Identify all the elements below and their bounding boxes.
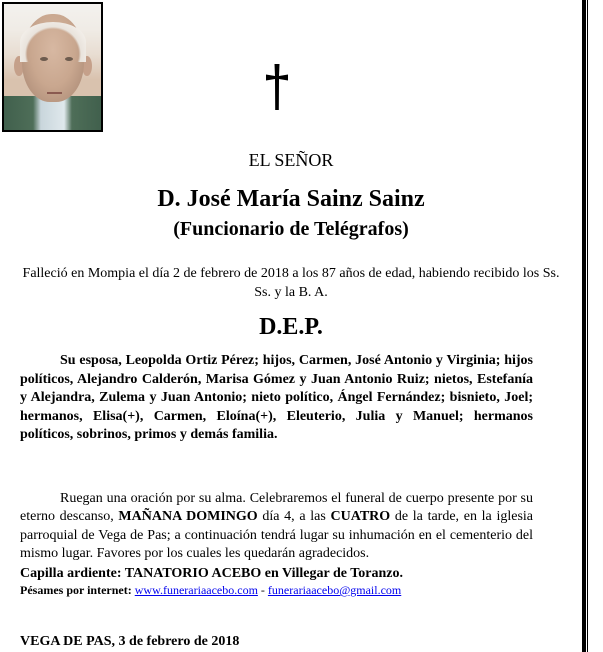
- condolences-label: Pésames por internet:: [20, 583, 132, 597]
- ceremony-text-3: de la tarde, en la iglesia parroquial de Vega de Pas; a continuación tendrá lugar su inhumación en el cementerio del mismo lugar. Favores por los cuales les quedarán agradecidos.: [20, 509, 534, 562]
- condolences-online: [20, 583, 533, 598]
- ceremony-text: [20, 490, 533, 564]
- ceremony-paragraph: [20, 490, 533, 564]
- title-el-senor: EL SEÑOR: [248, 150, 334, 170]
- email-link[interactable]: funerariaacebo@gmail.com: [267, 583, 402, 597]
- photo-eye: [65, 57, 73, 61]
- dep-heading: D.E.P.: [259, 314, 323, 340]
- portrait-photo: [2, 2, 103, 132]
- deceased-name: D. José María Sainz Sainz: [157, 186, 425, 212]
- death-notice: Falleció en Mompia el día 2 de febrero de 2018 a los 87 años de edad, habiendo recibido los Ss. Ss. y la B. A.: [22, 266, 560, 300]
- deceased-occupation: (Funcionario de Telégrafos): [173, 218, 409, 240]
- cross-icon: [262, 62, 292, 112]
- link-separator: -: [260, 583, 265, 597]
- family-paragraph: [20, 352, 533, 445]
- photo-hair: [20, 22, 86, 62]
- ceremony-text-2: día 4, a las: [257, 509, 331, 525]
- website-link[interactable]: www.funerariaacebo.com: [134, 583, 258, 597]
- family-text: Su esposa, Leopolda Ortiz Pérez; hijos, Carmen, José Antonio y Virginia; hijos políticos, Alejandro Calderón, Marisa Gómez y Juan Antonio Ruiz; nietos, Estefanía y Alejandra, Zulema y Juan Antonio; nieto político, Ángel Fernández; bisnieto, Joel; hermanos, Elisa(+), Carmen, Eloína(+), Eleuterio, Julia y Manuel; hermanos políticos, sobrinos, primos y demás familia.: [20, 353, 533, 443]
- page-border: [587, 0, 588, 652]
- photo-mouth: [47, 92, 62, 94]
- funeral-chapel: Capilla ardiente: TANATORIO ACEBO en Villegar de Toranzo.: [20, 566, 403, 581]
- place-date-footer: VEGA DE PAS, 3 de febrero de 2018: [20, 634, 240, 649]
- ceremony-text-1: Ruegan una oración por su alma. Celebraremos el funeral de cuerpo presente por su eterno descanso,: [20, 491, 533, 525]
- ceremony-day: MAÑANA DOMINGO: [118, 509, 258, 525]
- photo-eye: [40, 57, 48, 61]
- ceremony-time: CUATRO: [330, 509, 391, 525]
- page-border: [582, 0, 586, 652]
